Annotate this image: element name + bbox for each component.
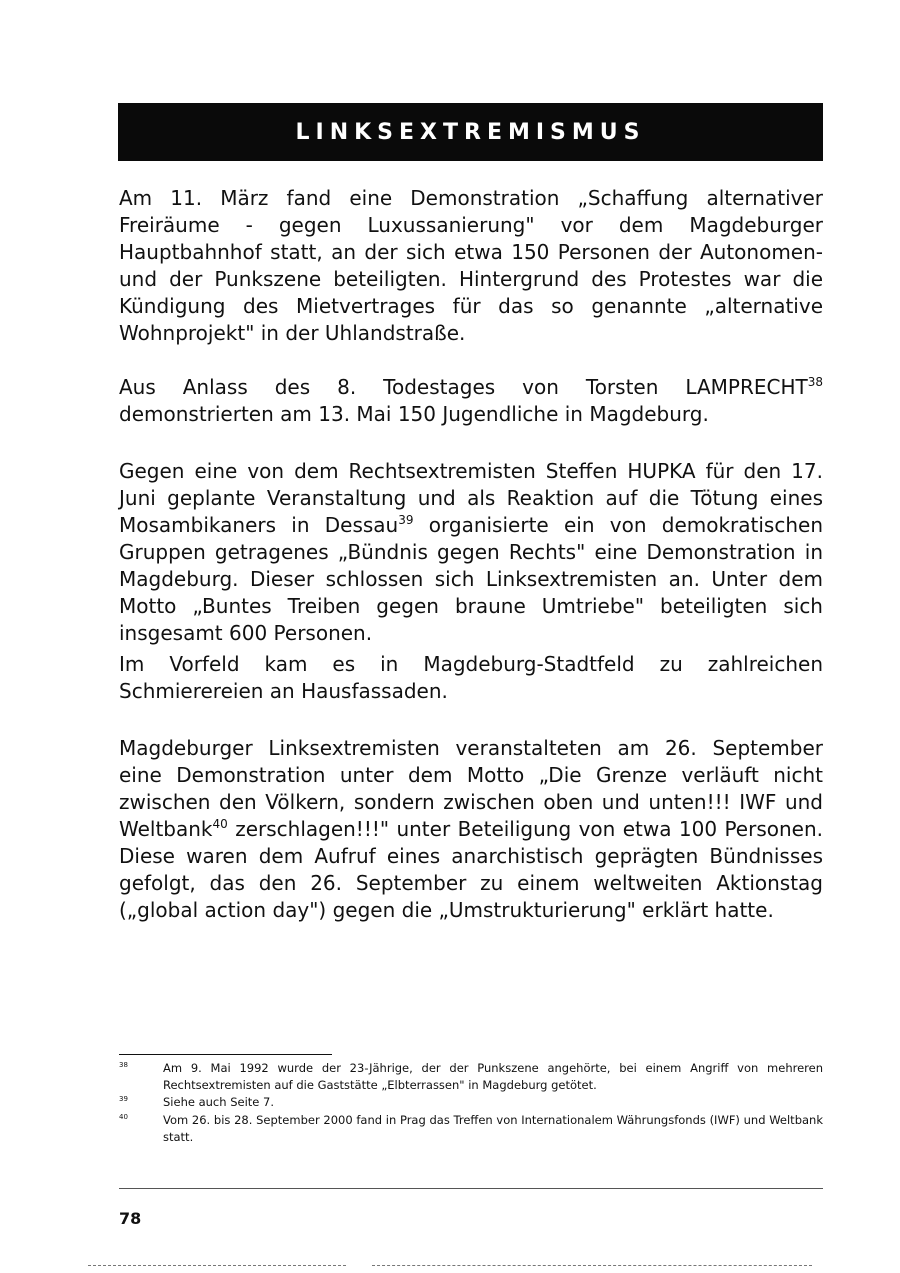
section-title-bar [118,103,823,161]
paragraph-september-demonstration [119,735,823,924]
paragraph-schmierereien: Im Vorfeld kam es in Magdeburg-Stadtfeld zu zahlreichen Schmierereien an Hausfassaden. [119,652,823,703]
footnote-number: 40 [119,1113,128,1121]
footnote-39 [119,1094,823,1111]
footnote-separator [119,1054,332,1055]
paragraph-text: Magdeburger Linksextremisten veranstalteten am 26. September eine Demonstration unter dem Motto „Die Grenze verläuft nicht zwischen den Völkern, sondern zwischen oben und unten!!! IWF und Weltbank [119,736,823,841]
scan-edge-line [88,1265,346,1266]
footnote-40 [119,1112,823,1146]
paragraph-text: zerschlagen!!!" unter Beteiligung von etwa 100 Personen. Diese waren dem Aufruf eines anarchistisch geprägten Bündnisses gefolgt, das den 26. September zu einem weltweiten Aktionstag („global action day") gegen die „Umstrukturierung" erklärt hatte. [119,817,823,922]
paragraph-lamprecht-anniversary [119,374,823,428]
footnote-text: Siehe auch Seite 7. [163,1095,274,1109]
paragraph-text: Aus Anlass des 8. Todestages von Torsten LAMPRECHT [119,375,808,399]
footnote-ref: 38 [807,375,823,389]
footnote-number: 38 [119,1061,128,1069]
page-number: 78 [119,1209,142,1228]
footnote-ref: 39 [398,513,414,527]
scan-edge-line [372,1265,812,1266]
paragraph-text: Gegen eine von dem Rechtsextremisten Steffen HUPKA für den 17. Juni geplante Veranstaltung und als Reaktion auf die Tötung eines Mosambikaners in Dessau [119,459,823,537]
paragraph-text: demonstrierten am 13. Mai 150 Jugendliche in Magdeburg. [119,402,709,426]
paragraph-text: organisierte ein von demokratischen Gruppen getragenes „Bündnis gegen Rechts" eine Demonstration in Magdeburg. Dieser schlossen sich Linksextremisten an. Unter dem Motto „Buntes Treiben gegen braune Umtriebe" beteiligten sich insgesamt 600 Personen. [119,513,824,645]
paragraph-buendnis-gegen-rechts [119,458,823,647]
footnote-text: Vom 26. bis 28. September 2000 fand in Prag das Treffen von Internationalem Währungsfonds (IWF) und Weltbank statt. [163,1113,823,1144]
footnote-ref: 40 [212,817,228,831]
footnote-number: 39 [119,1095,128,1103]
footnote-38 [119,1060,823,1094]
paragraph-march-demonstration: Am 11. März fand eine Demonstration „Schaffung alternativer Freiräume - gegen Luxussanierung" vor dem Magdeburger Hauptbahnhof statt, an der sich etwa 150 Personen der Autonomen- und der Punkszene beteiligten. Hintergrund des Protestes war die Kündigung des Mietvertrages für das so genannte „alternative Wohnprojekt" in der Uhlandstraße. [119,186,823,345]
footnote-text: Am 9. Mai 1992 wurde der 23-Jährige, der der Punkszene angehörte, bei einem Angriff von mehreren Rechtsextremisten auf die Gaststätte „Elbterrassen" in Magdeburg getötet. [163,1061,823,1092]
section-title: LINKSEXTREMISMUS [295,120,646,145]
footer-rule [119,1188,823,1189]
